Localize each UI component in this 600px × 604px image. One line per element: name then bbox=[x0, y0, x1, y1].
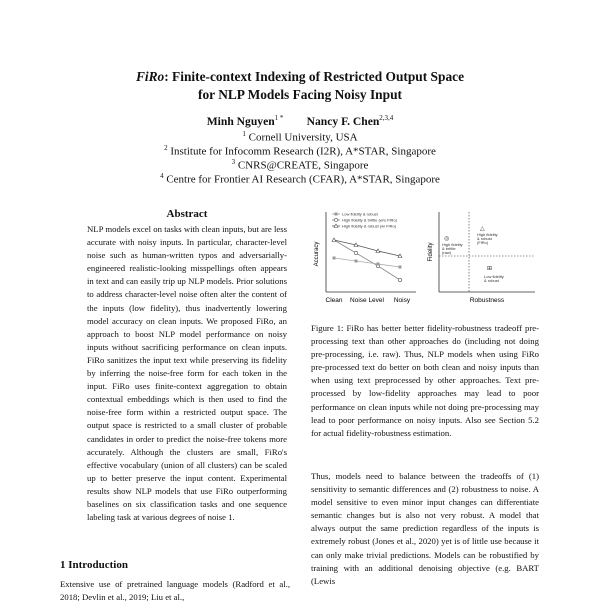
series-marker-low-fidelity bbox=[333, 257, 336, 260]
legend-label-low-fidelity: Low fidelity & robust bbox=[342, 211, 378, 217]
affiliation: $^1$ Cornell University, USA bbox=[242, 130, 358, 144]
body-paragraph: Thus, models need to balance between the tradeoffs of (1) sensitivity to semantic differences and (2) robustness to noise. A model sensitive to even minor input changes can differentiate semantic changes but is also not very robust. A model that always output the same prediction regardless of the inputs is extremely robust (Jones et al., 2020) yet is of little use because it can only make trivial predictions. Models can be robustified by training with an additional denoising objective (e.g. BART (Lewis bbox=[311, 471, 539, 586]
paper-title-line-2: for NLP Models Facing Noisy Input bbox=[198, 87, 402, 102]
abstract-heading: Abstract bbox=[166, 208, 208, 220]
series-line-firo bbox=[334, 240, 400, 256]
figure-accuracy-chart bbox=[310, 208, 420, 306]
x-tick-label: Noise Level bbox=[350, 297, 384, 304]
affiliation: $^3$ CNRS@CREATE, Singapore bbox=[231, 158, 369, 172]
author-name: Nancy F. Chen bbox=[306, 114, 380, 128]
robustness-axis-label: Robustness bbox=[469, 297, 505, 304]
region-label-firo: High fidelity bbox=[477, 232, 498, 237]
region-label-raw: (raw) bbox=[442, 250, 452, 255]
author-name: Minh Nguyen bbox=[206, 114, 275, 128]
legend-label-firo: High fidelity & robust (w/ FiRo) bbox=[342, 223, 397, 229]
author-affiliation-mark: 1 * bbox=[274, 114, 284, 122]
series-marker-brittle bbox=[354, 251, 357, 254]
series-line-brittle bbox=[334, 240, 400, 280]
region-label-raw: & brittle bbox=[442, 246, 456, 251]
figure-caption: Figure 1: FiRo has better better fidelity-robustness tradeoff pre-processing text than other approaches do (including not doing pre-processing, i.e. raw). Thus, NLP models when using FiRo pre-processed text do better on both clean and noisy inputs than when using text preprocessed by other approaches. Text pre-processed by low-fidelity approaches may lead to poor performance on clean inputs while not doing pre-processing may lead to poor performance on noisy inputs. Also see Section 5.2 for actual fidelity-robustness estimation. bbox=[311, 323, 539, 438]
series-marker-low-fidelity bbox=[355, 260, 358, 263]
series-marker-firo bbox=[332, 238, 336, 242]
accuracy-axis-label: Accuracy bbox=[314, 241, 320, 267]
x-tick-label: Noisy bbox=[393, 297, 411, 304]
chart-legend bbox=[332, 212, 398, 229]
author-list bbox=[0, 114, 600, 128]
affiliation: $^2$ Institute for Infocomm Research (I2R), A*STAR, Singapore bbox=[164, 144, 436, 158]
legend-label-brittle: High fidelity & brittle (w/o FiRo) bbox=[342, 217, 397, 223]
region-label-firo: (FiRo) bbox=[477, 240, 489, 245]
paper-title-rest: : Finite-context Indexing of Restricted Output Space bbox=[164, 69, 465, 84]
affiliation: $^4$ Centre for Frontier AI Research (CFAR), A*STAR, Singapore bbox=[160, 172, 440, 186]
paper-title-line-1 bbox=[0, 68, 600, 86]
region-label-low-fidelity: Low fidelity bbox=[484, 274, 504, 279]
abstract-text: NLP models excel on tasks with clean inputs, but are less accurate with noisy inputs. In particular, character-level noise such as human-written typos and adversarially-engineered realistic-looking misspellings often appears in text and can easily trip up NLP models. Prior solutions to address character-level noise often alter the content of the inputs (low fidelity), thus inadvertently lowering model accuracy on clean inputs. We proposed FiRo, an approach to boost NLP model performance on noisy inputs without sacrificing performance on clean inputs. FiRo sanitizes the input text while preserving its fidelity by inferring the noise-free form for each token in the input. FiRo uses finite-context aggregation to obtain contextual embeddings which is then used to find the noise-free form within a restricted output space. The output space is restricted to a small cluster of probable candidates in order to predict the noise-free tokens more accurately. Although the clusters are small, FiRo's effective vocabulary (union of all clusters) can be scaled up to better preserve the input content. Experimental results show NLP models that use FiRo outperforming baselines on six classification tasks and one sequence labeling task at various degrees of noise 1. bbox=[87, 224, 287, 523]
region-marker-firo: △ bbox=[480, 226, 485, 232]
x-tick-label: Clean bbox=[325, 297, 343, 304]
region-label-raw: High fidelity bbox=[442, 242, 463, 247]
legend-marker-brittle bbox=[334, 218, 337, 221]
legend-marker-low-fidelity bbox=[335, 213, 338, 216]
fidelity-axis-label: Fidelity bbox=[428, 242, 434, 262]
author-affiliation-mark: 2,3,4 bbox=[379, 114, 394, 122]
introduction-text: Extensive use of pretrained language models (Radford et al., 2018; Devlin et al., 2019; Liu et al., bbox=[60, 579, 290, 603]
region-label-firo: & robust bbox=[477, 236, 492, 241]
series-marker-low-fidelity bbox=[377, 263, 380, 266]
region-marker-low-fidelity: ⊞ bbox=[487, 266, 493, 272]
figure-fidelity-robustness-chart bbox=[425, 208, 540, 306]
region-marker-raw: ◎ bbox=[444, 236, 450, 242]
paper-title-system-name: FiRo bbox=[135, 69, 165, 84]
series-marker-low-fidelity bbox=[399, 266, 402, 269]
introduction-heading: 1 Introduction bbox=[60, 559, 128, 571]
region-label-low-fidelity: & robust bbox=[484, 278, 499, 283]
series-marker-brittle bbox=[398, 278, 401, 281]
